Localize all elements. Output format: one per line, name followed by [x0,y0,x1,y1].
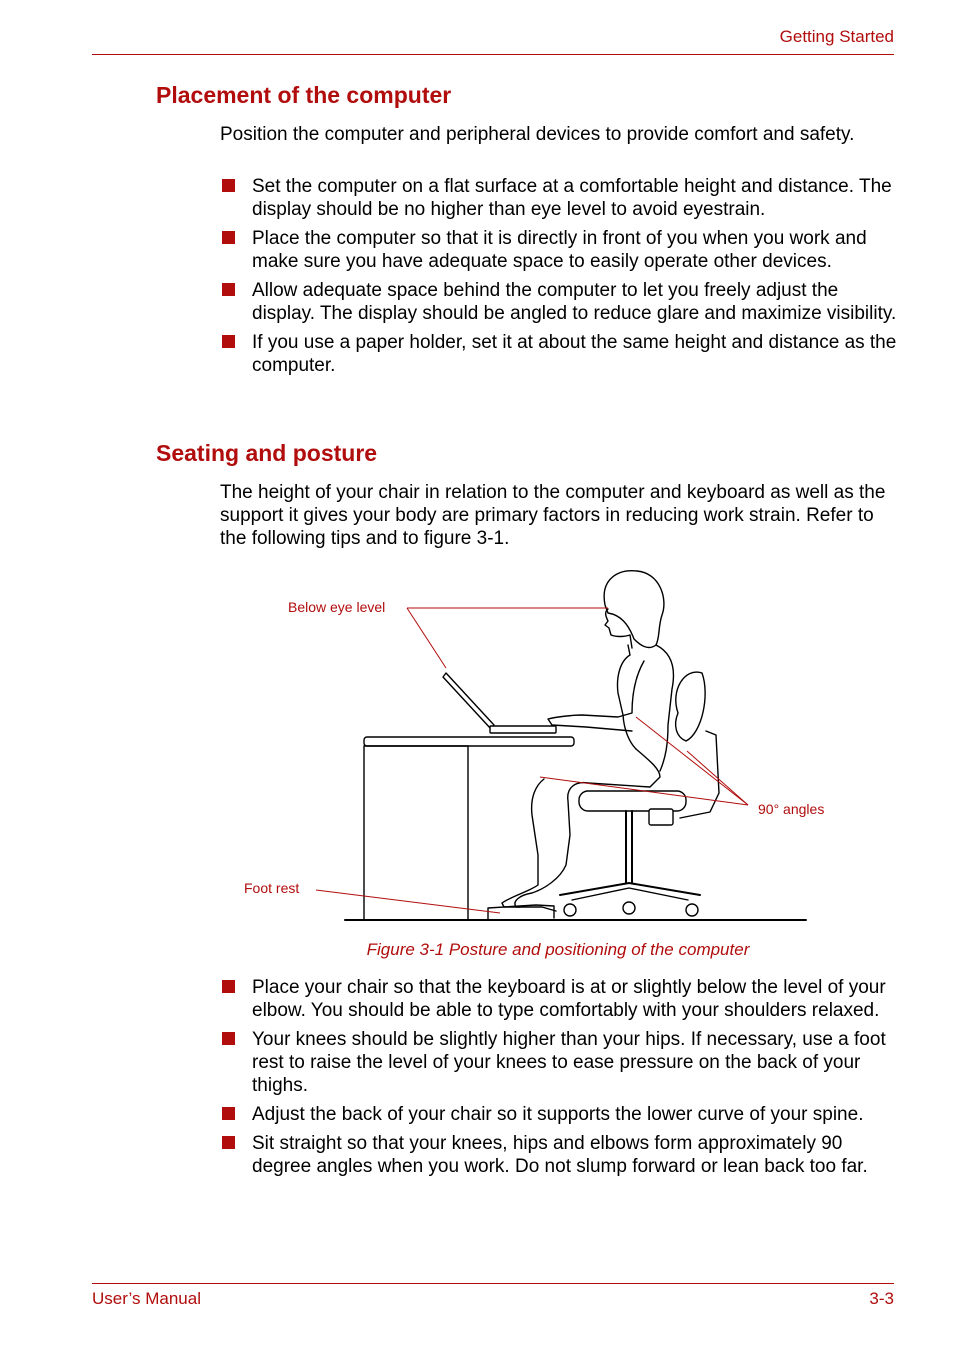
list-item-text: Allow adequate space behind the computer to let you freely adjust the display. The display should be angled to reduce glare and maximize visibility. [252,280,897,324]
chair-wheel [623,902,635,914]
label-90-degree-angles: 90° angles [758,801,825,817]
desk-top [364,737,574,746]
square-bullet-icon [222,1032,235,1045]
list-item [220,227,900,273]
list-item [220,1132,900,1178]
chair-wheel [686,904,698,916]
desk-drawer-unit [364,746,468,920]
square-bullet-icon [222,980,235,993]
list-item-text: Place the computer so that it is directly in front of you when you work and make sure you have adequate space to easily operate other devices. [252,228,867,272]
placement-intro: Position the computer and peripheral devices to provide comfort and safety. [220,124,855,145]
running-head: Getting Started [779,27,894,46]
chair-wheel [564,904,576,916]
laptop-base [490,726,556,733]
header-rule [92,54,894,55]
seating-bullet-list [220,976,900,1184]
list-item-text: Your knees should be slightly higher than your hips. If necessary, use a foot rest to raise the level of your knees to ease pressure on the back of your thighs. [252,1029,886,1096]
list-item [220,279,900,325]
page-number: 3-3 [869,1289,894,1308]
laptop-screen [443,673,494,729]
list-item-text: Place your chair so that the keyboard is at or slightly below the level of your elbow. You should be able to type comfortably with your shoulders relaxed. [252,977,886,1021]
list-item [220,1103,900,1126]
footer-title: User’s Manual [92,1289,201,1308]
list-item [220,175,900,221]
footer-rule [92,1283,894,1284]
chair-back [676,672,706,741]
square-bullet-icon [222,1107,235,1120]
posture-figure [240,565,840,930]
square-bullet-icon [222,283,235,296]
person-arm [548,661,644,731]
square-bullet-icon [222,335,235,348]
figure-caption: Figure 3-1 Posture and positioning of the computer [366,940,750,959]
list-item-text: Adjust the back of your chair so it supports the lower curve of your spine. [252,1104,864,1125]
heading-placement: Placement of the computer [156,82,452,108]
heading-seating: Seating and posture [156,440,378,466]
list-item-text: If you use a paper holder, set it at about the same height and distance as the computer. [252,332,897,376]
seating-intro: The height of your chair in relation to the computer and keyboard as well as the support it gives your body are primary factors in reducing work strain. Refer to the following tips and to figure 3-1. [220,482,886,549]
placement-bullet-list [220,175,900,383]
person-back [656,645,673,771]
list-item-text: Set the computer on a flat surface at a comfortable height and distance. The display should be no higher than eye level to avoid eyestrain. [252,176,892,220]
list-item [220,976,900,1022]
list-item [220,331,900,377]
square-bullet-icon [222,231,235,244]
label-below-eye-level: Below eye level [288,599,386,615]
square-bullet-icon [222,179,235,192]
square-bullet-icon [222,1136,235,1149]
chair-mechanism [649,809,673,825]
list-item-text: Sit straight so that your knees, hips and elbows form approximately 90 degree angles when you work. Do not slump forward or lean back too far. [252,1133,868,1177]
person-leg-back [502,779,544,907]
posture-illustration [240,565,840,930]
list-item [220,1028,900,1097]
label-foot-rest: Foot rest [244,880,300,896]
chair-base [560,883,700,895]
